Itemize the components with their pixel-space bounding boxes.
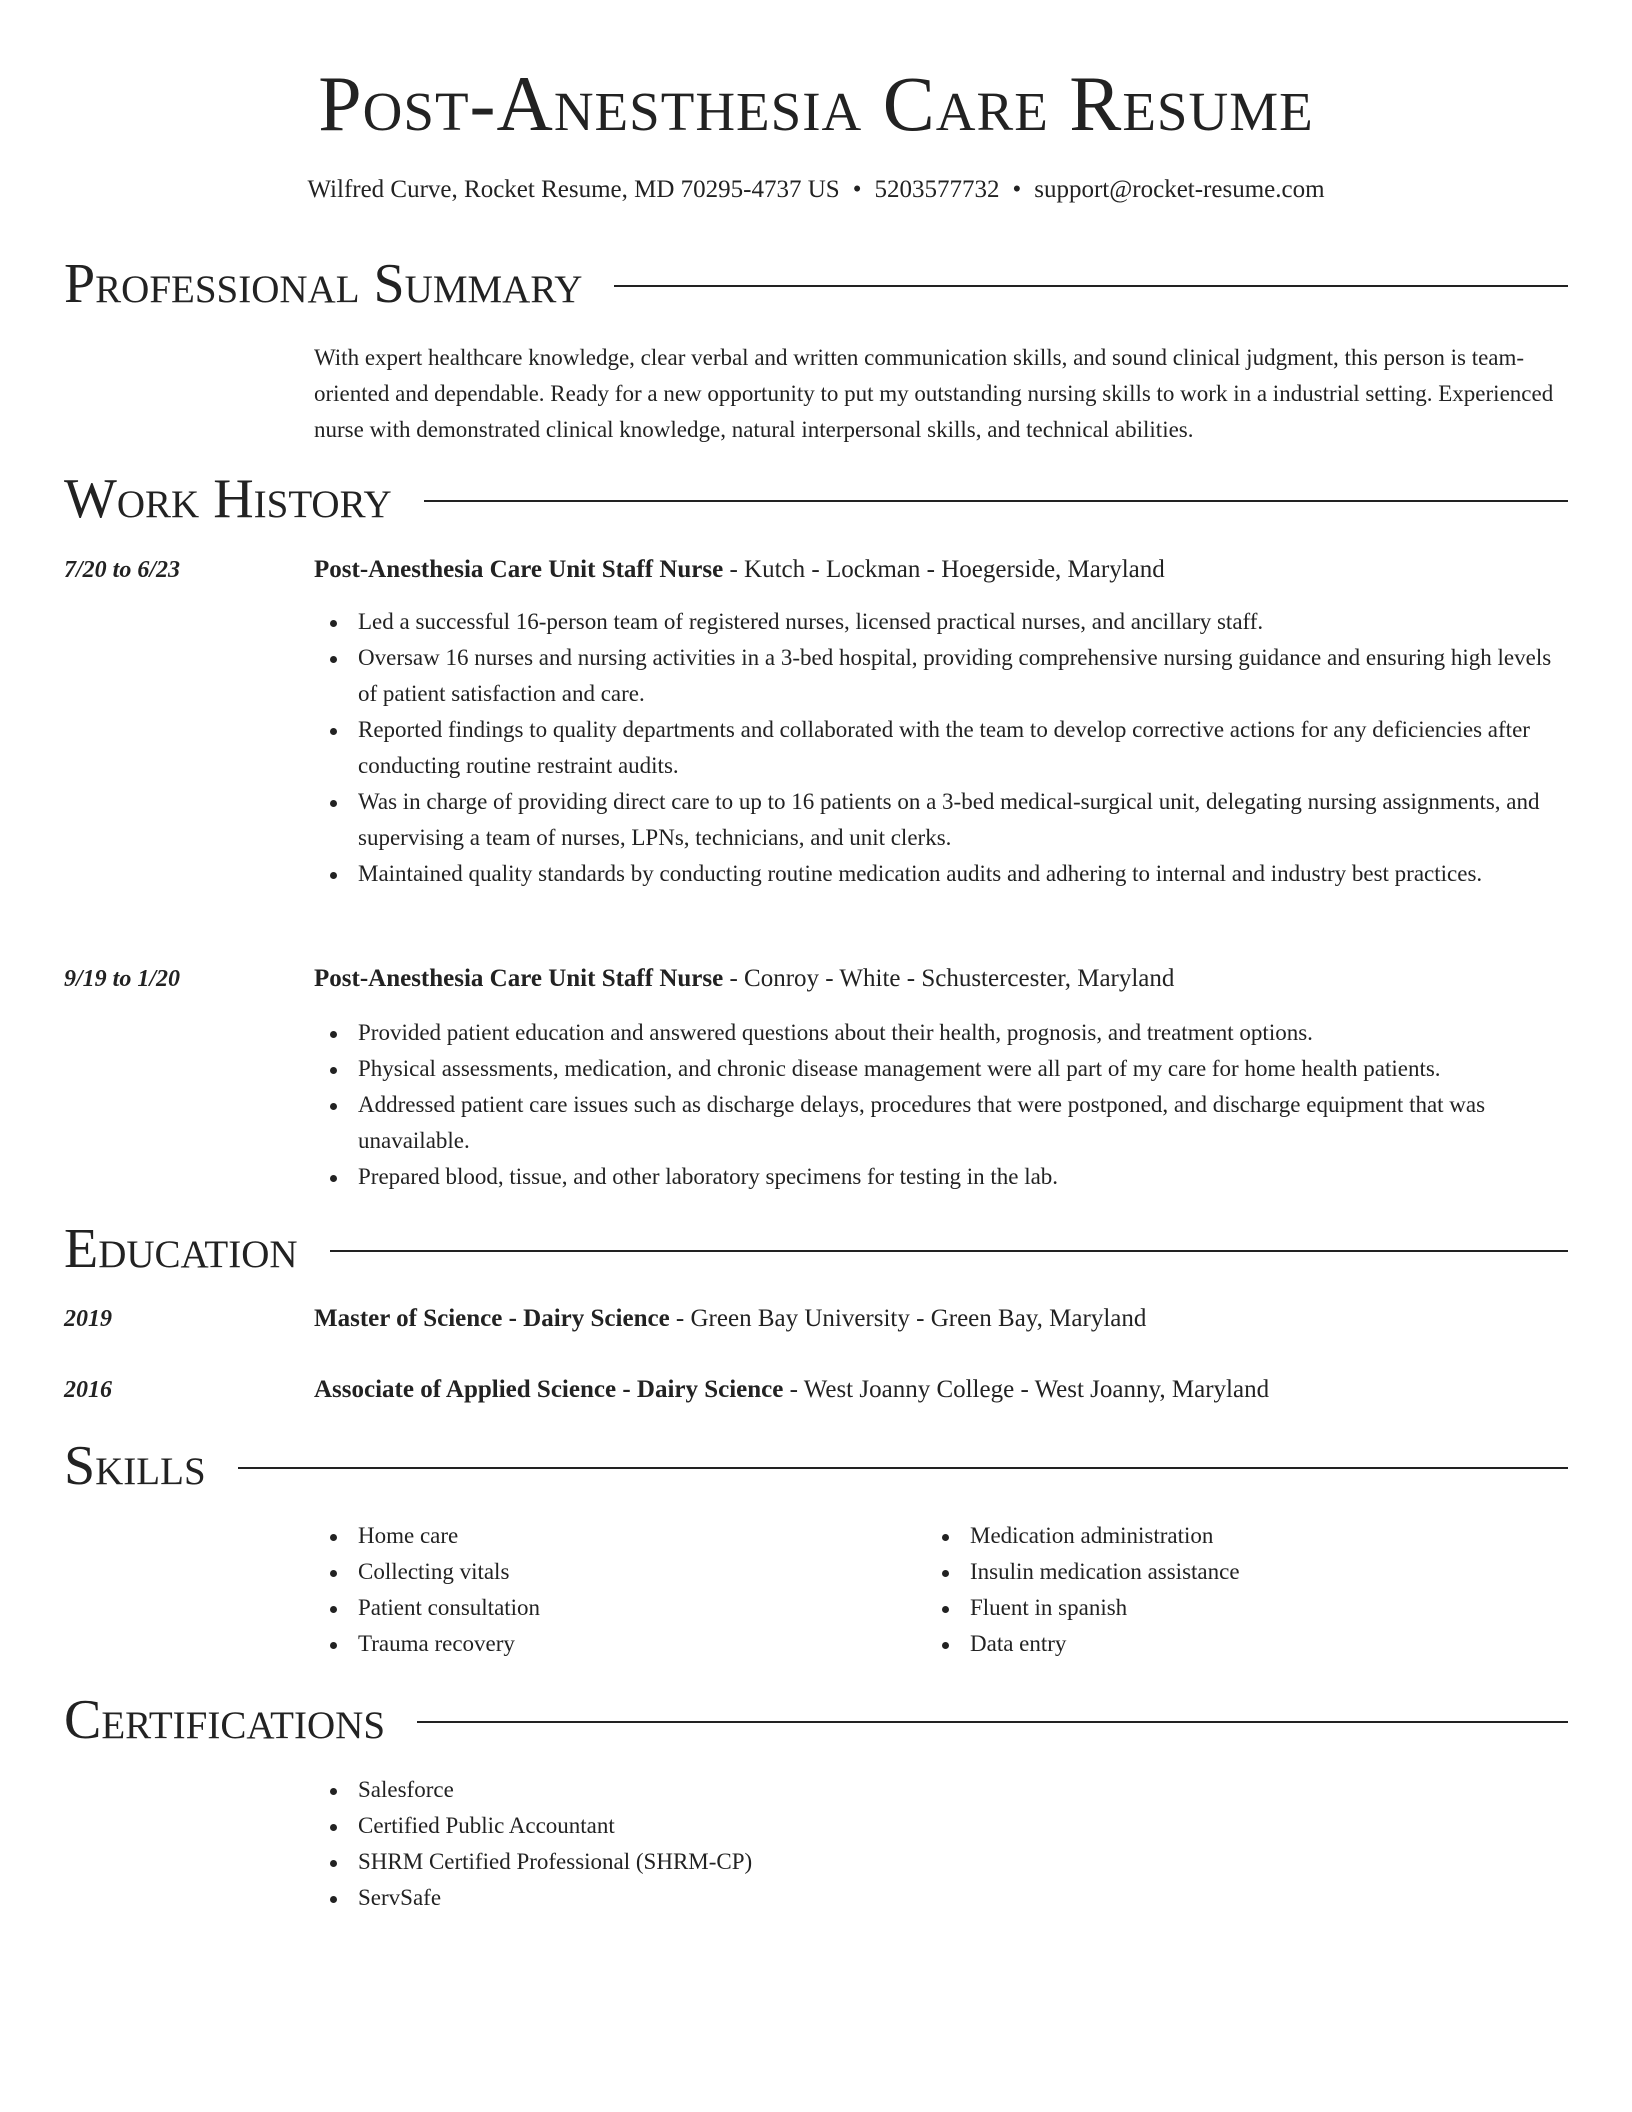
skills-section-header [64,1434,1568,1498]
education-line [314,1302,1568,1336]
resume-title: Post-Anesthesia Care Resume [318,60,1314,147]
work-section-header [64,467,1568,531]
section-divider [614,285,1568,287]
job-bullet: Reported findings to quality departments and collaborated with the team to develop corrective actions for any deficiencies after conducting routine restraint audits. [358,712,1568,784]
section-divider [330,1250,1568,1252]
education-degree: Associate of Applied Science - Dairy Science [314,1376,784,1403]
section-divider [424,500,1568,502]
job-bullet: Provided patient education and answered questions about their health, prognosis, and treatment options. [358,1015,1568,1051]
job-details: - Kutch - Lockman - Hoegerside, Maryland [723,556,1165,583]
skills-list-right [970,1518,1510,1662]
job-heading-line [314,553,1568,587]
skills-list-left [358,1518,898,1662]
section-divider [238,1467,1568,1469]
skill-item: Data entry [970,1626,1510,1662]
summary-section-header [64,252,1568,316]
contact-separator: • [852,176,862,203]
job-details: - Conroy - White - Schustercester, Maryland [723,965,1175,992]
contact-email[interactable]: support@rocket-resume.com [1034,176,1325,203]
skill-item: Collecting vitals [358,1554,898,1590]
education-details: - Green Bay University - Green Bay, Maryland [669,1305,1147,1332]
contact-line [0,174,1632,206]
certification-item: Salesforce [358,1772,1158,1808]
skill-item: Home care [358,1518,898,1554]
job-bullet: Physical assessments, medication, and chronic disease management were all part of my care for home health patients. [358,1051,1568,1087]
job-bullets [358,1015,1568,1195]
education-section-header [64,1217,1568,1281]
job-bullets [358,604,1568,892]
education-heading: Education [64,1218,298,1280]
certification-item: Certified Public Accountant [358,1808,1158,1844]
job-bullet: Addressed patient care issues such as discharge delays, procedures that were postponed, and discharge equipment that was unavailable. [358,1087,1568,1159]
job-dates: 9/19 to 1/20 [64,966,181,992]
section-divider [417,1721,1568,1723]
skills-heading: Skills [64,1435,206,1497]
certification-item: ServSafe [358,1880,1158,1916]
job-bullet: Oversaw 16 nurses and nursing activities in a 3-bed hospital, providing comprehensive nursing guidance and ensuring high levels of patient satisfaction and care. [358,640,1568,712]
education-line [314,1373,1568,1407]
skill-item: Patient consultation [358,1590,898,1626]
contact-separator: • [1012,176,1022,203]
contact-phone: 5203577732 [874,176,1000,203]
certifications-list [358,1772,1158,1916]
certifications-heading: Certifications [64,1689,386,1751]
skill-item: Insulin medication assistance [970,1554,1510,1590]
job-heading-line [314,962,1568,996]
job-title: Post-Anesthesia Care Unit Staff Nurse [314,556,724,583]
education-year: 2019 [64,1306,112,1332]
work-heading: Work History [64,468,392,530]
skill-item: Trauma recovery [358,1626,898,1662]
job-bullet: Maintained quality standards by conducting routine medication audits and adhering to internal and industry best practices. [358,856,1568,892]
summary-heading: Professional Summary [64,253,583,315]
job-bullet: Prepared blood, tissue, and other laboratory specimens for testing in the lab. [358,1159,1568,1195]
contact-address: Wilfred Curve, Rocket Resume, MD 70295-4737 US [307,176,840,203]
summary-text: With expert healthcare knowledge, clear verbal and written communication skills, and sound clinical judgment, this person is team-oriented and dependable. Ready for a new opportunity to put my outstanding nursing skills to work in a industrial setting. Experienced nurse with demonstrated clinical knowledge, natural interpersonal skills, and technical abilities. [314,345,1554,442]
certifications-section-header [64,1688,1568,1752]
skill-item: Medication administration [970,1518,1510,1554]
education-degree: Master of Science - Dairy Science [314,1305,670,1332]
job-title: Post-Anesthesia Care Unit Staff Nurse [314,965,724,992]
education-details: - West Joanny College - West Joanny, Maryland [783,1376,1270,1403]
job-dates: 7/20 to 6/23 [64,557,181,583]
certification-item: SHRM Certified Professional (SHRM-CP) [358,1844,1158,1880]
job-bullet: Led a successful 16-person team of registered nurses, licensed practical nurses, and ancillary staff. [358,604,1568,640]
job-bullet: Was in charge of providing direct care to up to 16 patients on a 3-bed medical-surgical unit, delegating nursing assignments, and supervising a team of nurses, LPNs, technicians, and unit clerks. [358,784,1568,856]
education-year: 2016 [64,1377,112,1403]
skill-item: Fluent in spanish [970,1590,1510,1626]
